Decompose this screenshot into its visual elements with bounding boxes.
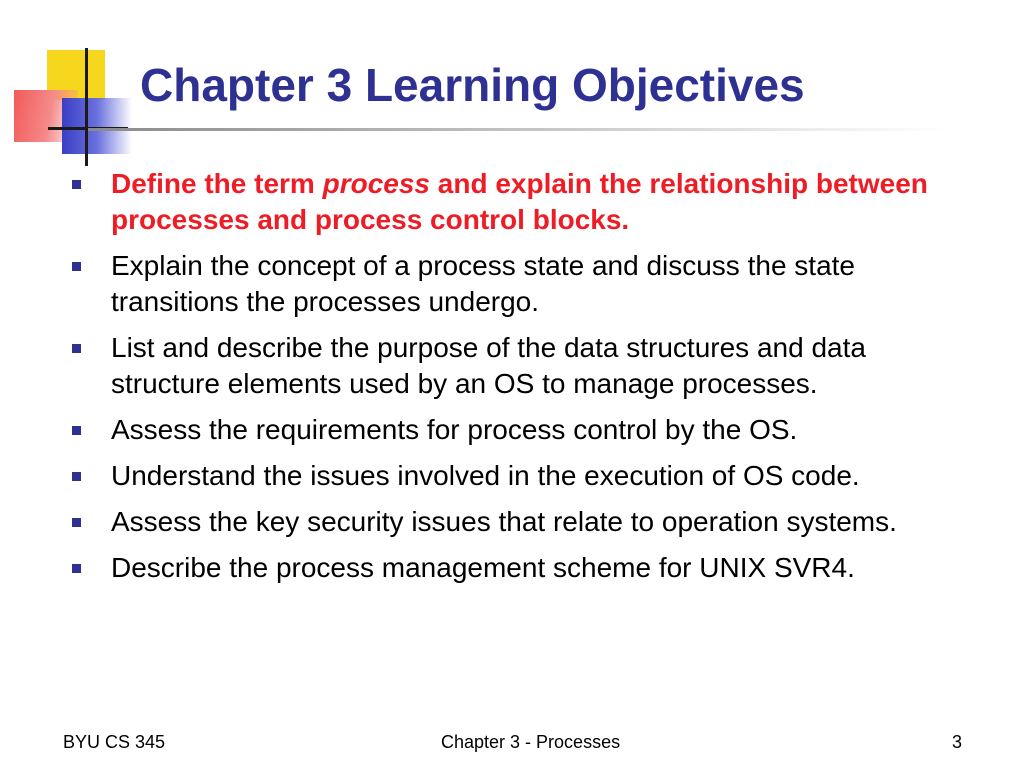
- bullet-square-icon: [72, 472, 81, 481]
- slide-logo-decoration: [0, 0, 150, 170]
- bullet-text: List and describe the purpose of the data structures and data structure elements used by an OS to manage processes.: [111, 332, 866, 399]
- logo-blue-square: [62, 98, 132, 154]
- bullet-item: [72, 412, 972, 448]
- logo-vertical-line: [85, 48, 88, 166]
- bullet-item: [72, 330, 972, 402]
- bullet-square-icon: [72, 344, 81, 353]
- slide-title: Chapter 3 Learning Objectives: [140, 59, 805, 111]
- bullet-text: Assess the key security issues that relate to operation systems.: [111, 506, 897, 537]
- bullet-emphasis-term: process: [322, 168, 431, 199]
- bullet-text: Assess the requirements for process control by the OS.: [111, 414, 798, 445]
- title-underline: [88, 128, 948, 131]
- footer-page-number: 3: [952, 732, 963, 752]
- bullet-item: [72, 458, 972, 494]
- bullet-text: Understand the issues involved in the execution of OS code.: [111, 460, 860, 491]
- bullet-square-icon: [72, 518, 81, 527]
- bullet-square-icon: [72, 180, 81, 189]
- bullet-square-icon: [72, 564, 81, 573]
- bullet-text: Explain the concept of a process state and discuss the state transitions the processes undergo.: [111, 250, 855, 317]
- bullet-square-icon: [72, 426, 81, 435]
- bullet-item: [72, 550, 972, 586]
- objectives-list: [72, 166, 972, 596]
- footer-course: BYU CS 345: [63, 732, 166, 752]
- bullet-text: Describe the process management scheme for UNIX SVR4.: [111, 552, 855, 583]
- bullet-text-part: and explain the relationship between processes and process control blocks.: [111, 168, 928, 235]
- bullet-text-part: Define the term: [111, 168, 323, 199]
- bullet-square-icon: [72, 262, 81, 271]
- bullet-item: [72, 504, 972, 540]
- footer-chapter: Chapter 3 - Processes: [441, 732, 621, 752]
- bullet-item: [72, 248, 972, 320]
- bullet-item-define-process: [72, 166, 972, 238]
